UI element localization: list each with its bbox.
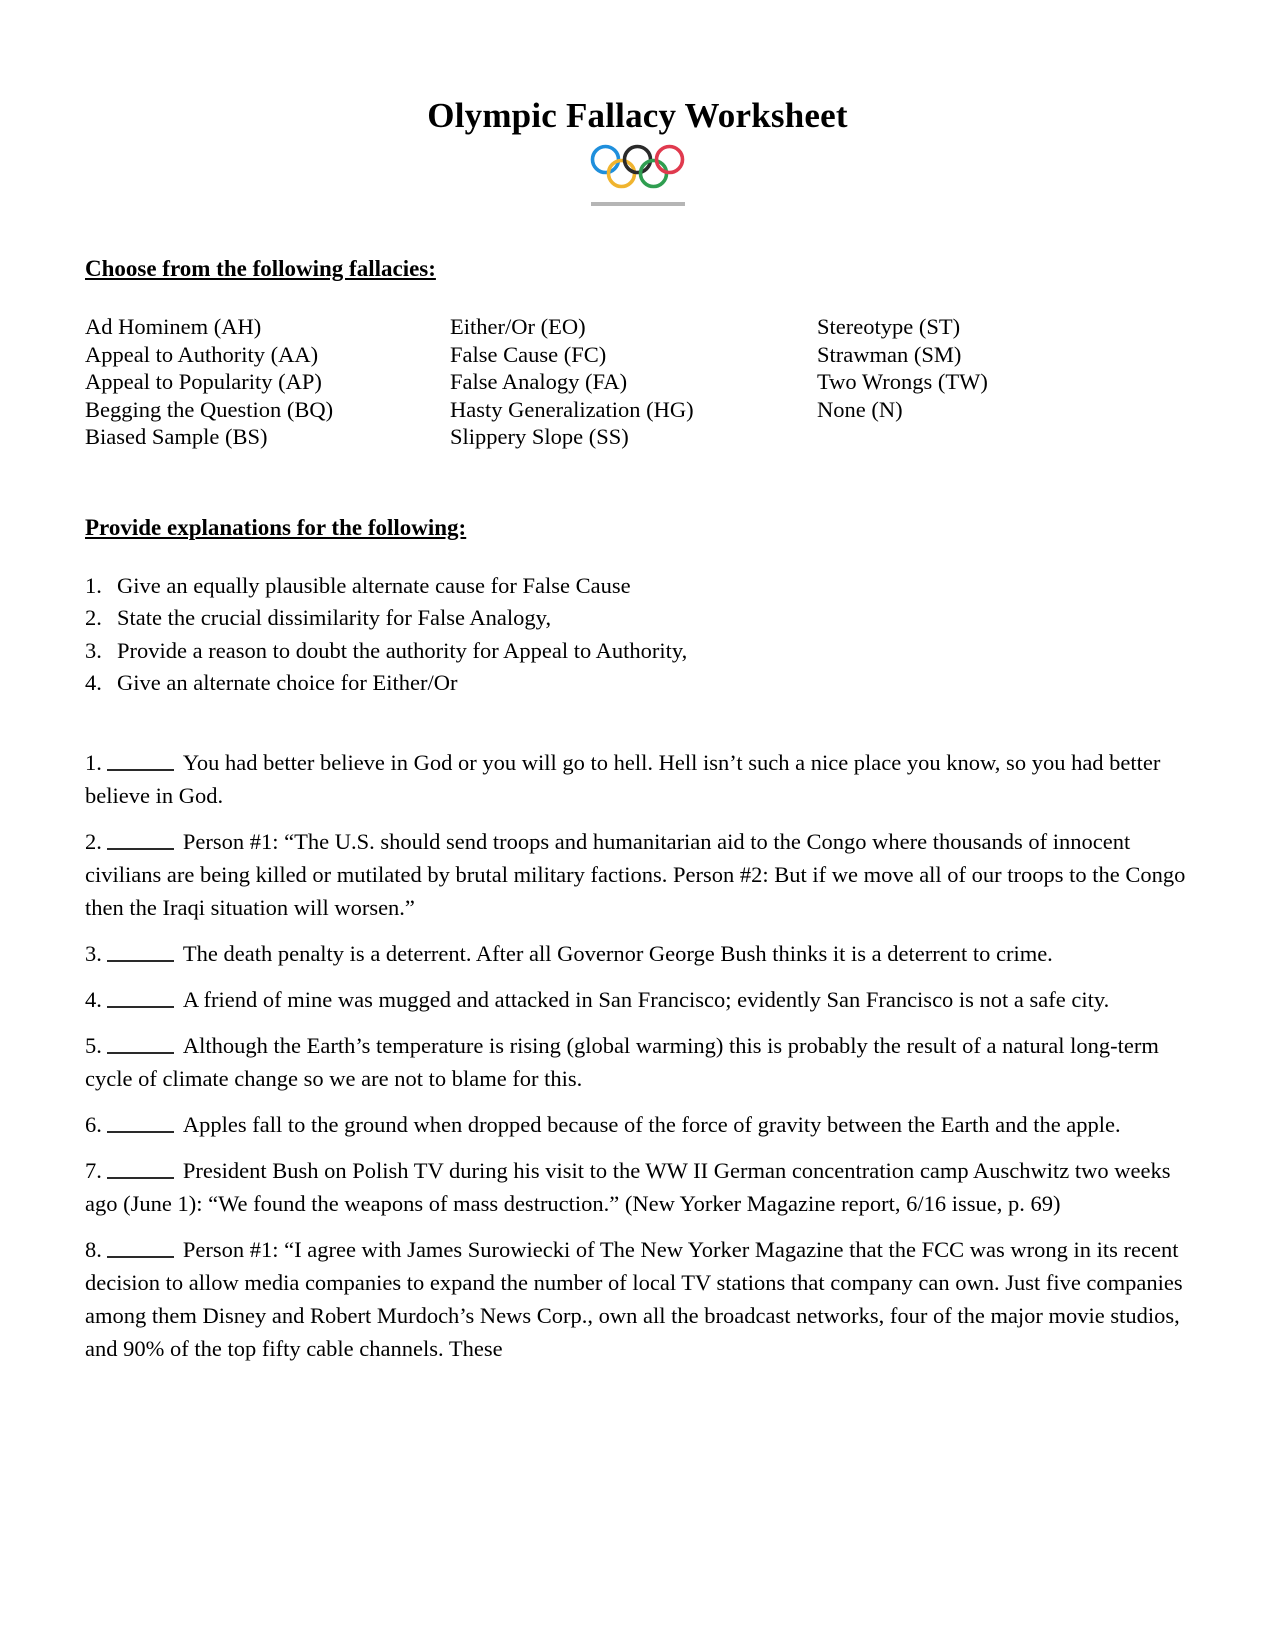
fallacy-item: Appeal to Authority (AA) — [85, 341, 319, 367]
question — [85, 1154, 1190, 1220]
explanation-item-number: 2. — [85, 605, 102, 630]
fallacy-item: None (N) — [817, 396, 903, 422]
explanation-item-text: Give an alternate choice for Either/Or — [117, 670, 458, 695]
question-number: 4. — [85, 986, 102, 1012]
explanations-heading: Provide explanations for the following: — [85, 514, 467, 540]
explanation-item-number: 1. — [85, 572, 102, 598]
question — [85, 1108, 1190, 1141]
fallacy-item: Two Wrongs (TW) — [817, 369, 988, 394]
olympic-rings-icon — [589, 143, 686, 192]
explanation-item — [85, 570, 1190, 603]
question-list — [85, 746, 1190, 1365]
page-title: Olympic Fallacy Worksheet — [427, 96, 848, 135]
answer-blank — [107, 960, 174, 962]
explanation-item-text: Provide a reason to doubt the authority for Appeal to Authority, — [117, 637, 688, 663]
explanation-item-text: Give an equally plausible alternate cause for False Cause — [117, 572, 631, 598]
fallacy-item: Stereotype (ST) — [817, 314, 961, 339]
explanation-item-text: State the crucial dissimilarity for False Analogy, — [117, 605, 552, 630]
fallacy-list — [85, 313, 1190, 451]
explanation-item — [85, 602, 1190, 635]
question-number: 3. — [85, 940, 102, 966]
question-text: Although the Earth’s temperature is rising (global warming) this is probably the result of a natural long-term cycle of climate change so we are not to blame for this. — [85, 1032, 1159, 1091]
answer-blank — [107, 1131, 174, 1133]
fallacy-column — [450, 313, 817, 451]
logo-underline — [591, 202, 685, 206]
question-text: Apples fall to the ground when dropped because of the force of gravity between the Earth and the apple. — [182, 1111, 1121, 1137]
explanation-item-number: 4. — [85, 670, 102, 695]
answer-blank — [107, 1177, 174, 1179]
answer-blank — [107, 769, 174, 771]
question-text: The death penalty is a deterrent. After all Governor George Bush thinks it is a deterrent to crime. — [182, 940, 1053, 966]
question-text: A friend of mine was mugged and attacked in San Francisco; evidently San Francisco is not a safe city. — [182, 986, 1110, 1012]
fallacy-item: Begging the Question (BQ) — [85, 396, 334, 422]
question-text: Person #1: “I agree with James Surowiecki of The New Yorker Magazine that the FCC was wrong in its recent decision to allow media companies to expand the number of local TV stations that company can own. Just five companies among them Disney and Robert Murdoch’s News Corp., own all the broadcast networks, four of the major movie studios, and 90% of the top fifty cable channels. These — [85, 1236, 1183, 1361]
fallacies-heading: Choose from the following fallacies: — [85, 256, 436, 281]
fallacy-item: Strawman (SM) — [817, 341, 962, 367]
question-number: 5. — [85, 1032, 102, 1058]
question — [85, 825, 1190, 924]
question-text: You had better believe in God or you will go to hell. Hell isn’t such a nice place you know, so you had better believe in God. — [85, 749, 1161, 808]
fallacy-item: Hasty Generalization (HG) — [450, 396, 694, 422]
fallacy-column — [85, 313, 450, 451]
question-number: 2. — [85, 828, 102, 854]
answer-blank — [107, 848, 174, 850]
question — [85, 983, 1190, 1016]
answer-blank — [107, 1006, 174, 1008]
question — [85, 937, 1190, 970]
answer-blank — [107, 1052, 174, 1054]
olympic-logo — [85, 143, 1190, 206]
explanation-list — [85, 570, 1190, 700]
question-text: Person #1: “The U.S. should send troops and humanitarian aid to the Congo where thousands of innocent civilians are being killed or mutilated by brutal military factions. Person #2: But if we move all of our troops to the Congo then the Iraqi situation will worsen.” — [85, 828, 1186, 920]
fallacy-item: False Analogy (FA) — [450, 369, 628, 394]
fallacy-item: False Cause (FC) — [450, 341, 607, 367]
question — [85, 1029, 1190, 1095]
fallacy-item: Appeal to Popularity (AP) — [85, 369, 322, 394]
fallacy-item: Biased Sample (BS) — [85, 424, 268, 449]
explanation-item — [85, 667, 1190, 700]
explanation-item-number: 3. — [85, 637, 102, 663]
question-number: 7. — [85, 1157, 102, 1183]
fallacy-item: Ad Hominem (AH) — [85, 314, 262, 339]
fallacy-item: Slippery Slope (SS) — [450, 424, 629, 449]
question-number: 6. — [85, 1111, 102, 1137]
fallacy-column — [817, 313, 1190, 451]
question — [85, 1233, 1190, 1365]
fallacy-item: Either/Or (EO) — [450, 314, 586, 339]
question-number: 1. — [85, 749, 102, 775]
answer-blank — [107, 1256, 174, 1258]
question — [85, 746, 1190, 812]
question-number: 8. — [85, 1236, 102, 1262]
question-text: President Bush on Polish TV during his visit to the WW II German concentration camp Auschwitz two weeks ago (June 1): “We found the weapons of mass destruction.” (New Yorker Magazine report, 6/16 issue, p. 69) — [85, 1157, 1171, 1216]
explanation-item — [85, 635, 1190, 668]
